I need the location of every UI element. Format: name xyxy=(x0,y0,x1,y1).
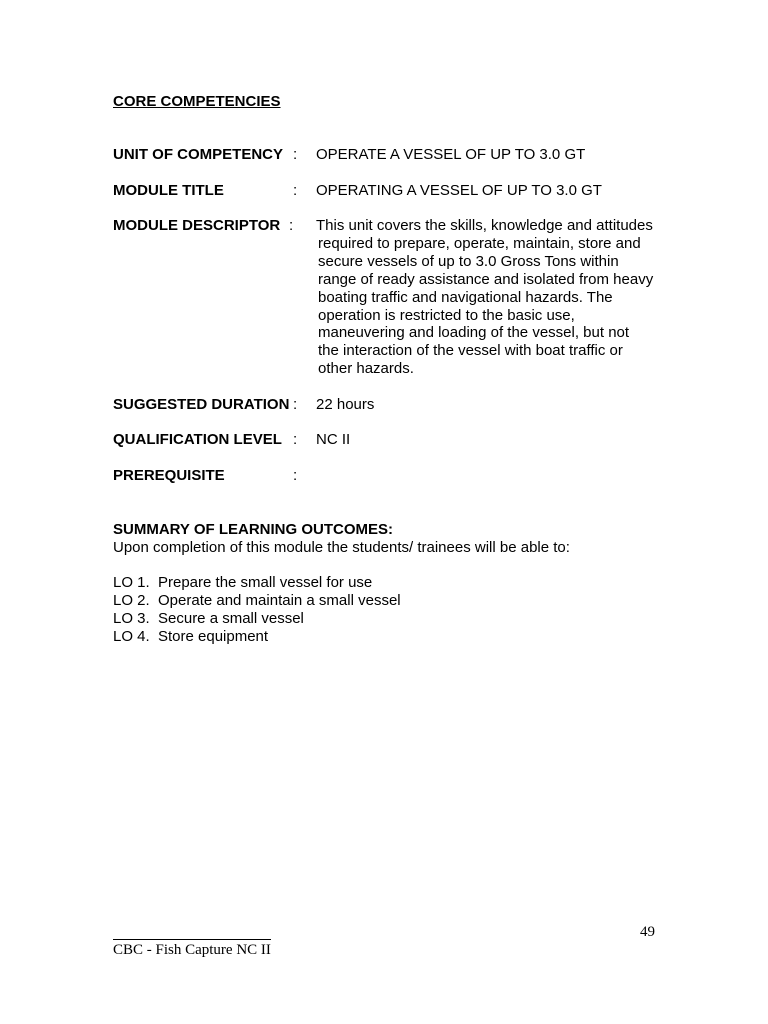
list-item xyxy=(113,574,401,592)
lo-text: Prepare the small vessel for use xyxy=(158,574,373,591)
descriptor-line: required to prepare, operate, maintain, store and xyxy=(318,234,641,252)
learning-outcomes-list xyxy=(113,574,401,646)
qualification-level-label: QUALIFICATION LEVEL xyxy=(113,431,282,448)
footer-text: CBC - Fish Capture NC II xyxy=(113,942,271,958)
lo-text: Operate and maintain a small vessel xyxy=(158,591,401,609)
suggested-duration-label: SUGGESTED DURATION xyxy=(113,396,290,413)
lo-number: LO 3. xyxy=(113,609,150,627)
descriptor-line: operation is restricted to the basic use, xyxy=(318,306,575,324)
module-descriptor-label: MODULE DESCRIPTOR xyxy=(113,217,281,234)
lo-number: LO 1. xyxy=(113,574,150,591)
page-number: 49 xyxy=(640,924,655,940)
descriptor-line: boating traffic and navigational hazards. The xyxy=(318,288,613,306)
module-title-value: OPERATING A VESSEL OF UP TO 3.0 GT xyxy=(316,182,602,199)
module-descriptor-colon: : xyxy=(289,217,294,234)
prerequisite-label: PREREQUISITE xyxy=(113,467,225,484)
unit-of-competency-value: OPERATE A VESSEL OF UP TO 3.0 GT xyxy=(316,146,586,163)
descriptor-line: secure vessels of up to 3.0 Gross Tons within xyxy=(318,252,619,270)
descriptor-line: other hazards. xyxy=(318,360,414,378)
summary-title: SUMMARY OF LEARNING OUTCOMES: xyxy=(113,521,393,538)
unit-of-competency-colon: : xyxy=(293,146,298,163)
unit-of-competency-label: UNIT OF COMPETENCY xyxy=(113,146,284,163)
lo-number: LO 4. xyxy=(113,627,150,645)
footer-divider xyxy=(113,939,271,940)
qualification-level-value: NC II xyxy=(316,431,351,448)
descriptor-line: range of ready assistance and isolated from heavy xyxy=(318,270,654,288)
suggested-duration-value: 22 hours xyxy=(316,396,375,413)
suggested-duration-colon: : xyxy=(293,396,298,413)
lo-number: LO 2. xyxy=(113,591,150,609)
module-descriptor-value xyxy=(316,217,666,378)
lo-text: Secure a small vessel xyxy=(158,609,304,627)
descriptor-line: maneuvering and loading of the vessel, but not xyxy=(318,324,630,342)
descriptor-line: the interaction of the vessel with boat traffic or xyxy=(318,342,623,360)
module-title-label: MODULE TITLE xyxy=(113,182,224,199)
lo-text: Store equipment xyxy=(158,627,269,645)
section-heading: CORE COMPETENCIES xyxy=(113,93,281,110)
prerequisite-colon: : xyxy=(293,467,298,484)
list-item xyxy=(113,628,401,646)
descriptor-line: This unit covers the skills, knowledge and attitudes xyxy=(316,217,653,234)
qualification-level-colon: : xyxy=(293,431,298,448)
module-title-colon: : xyxy=(293,182,298,199)
summary-intro: Upon completion of this module the students/ trainees will be able to: xyxy=(113,539,570,556)
list-item xyxy=(113,610,401,628)
list-item xyxy=(113,592,401,610)
